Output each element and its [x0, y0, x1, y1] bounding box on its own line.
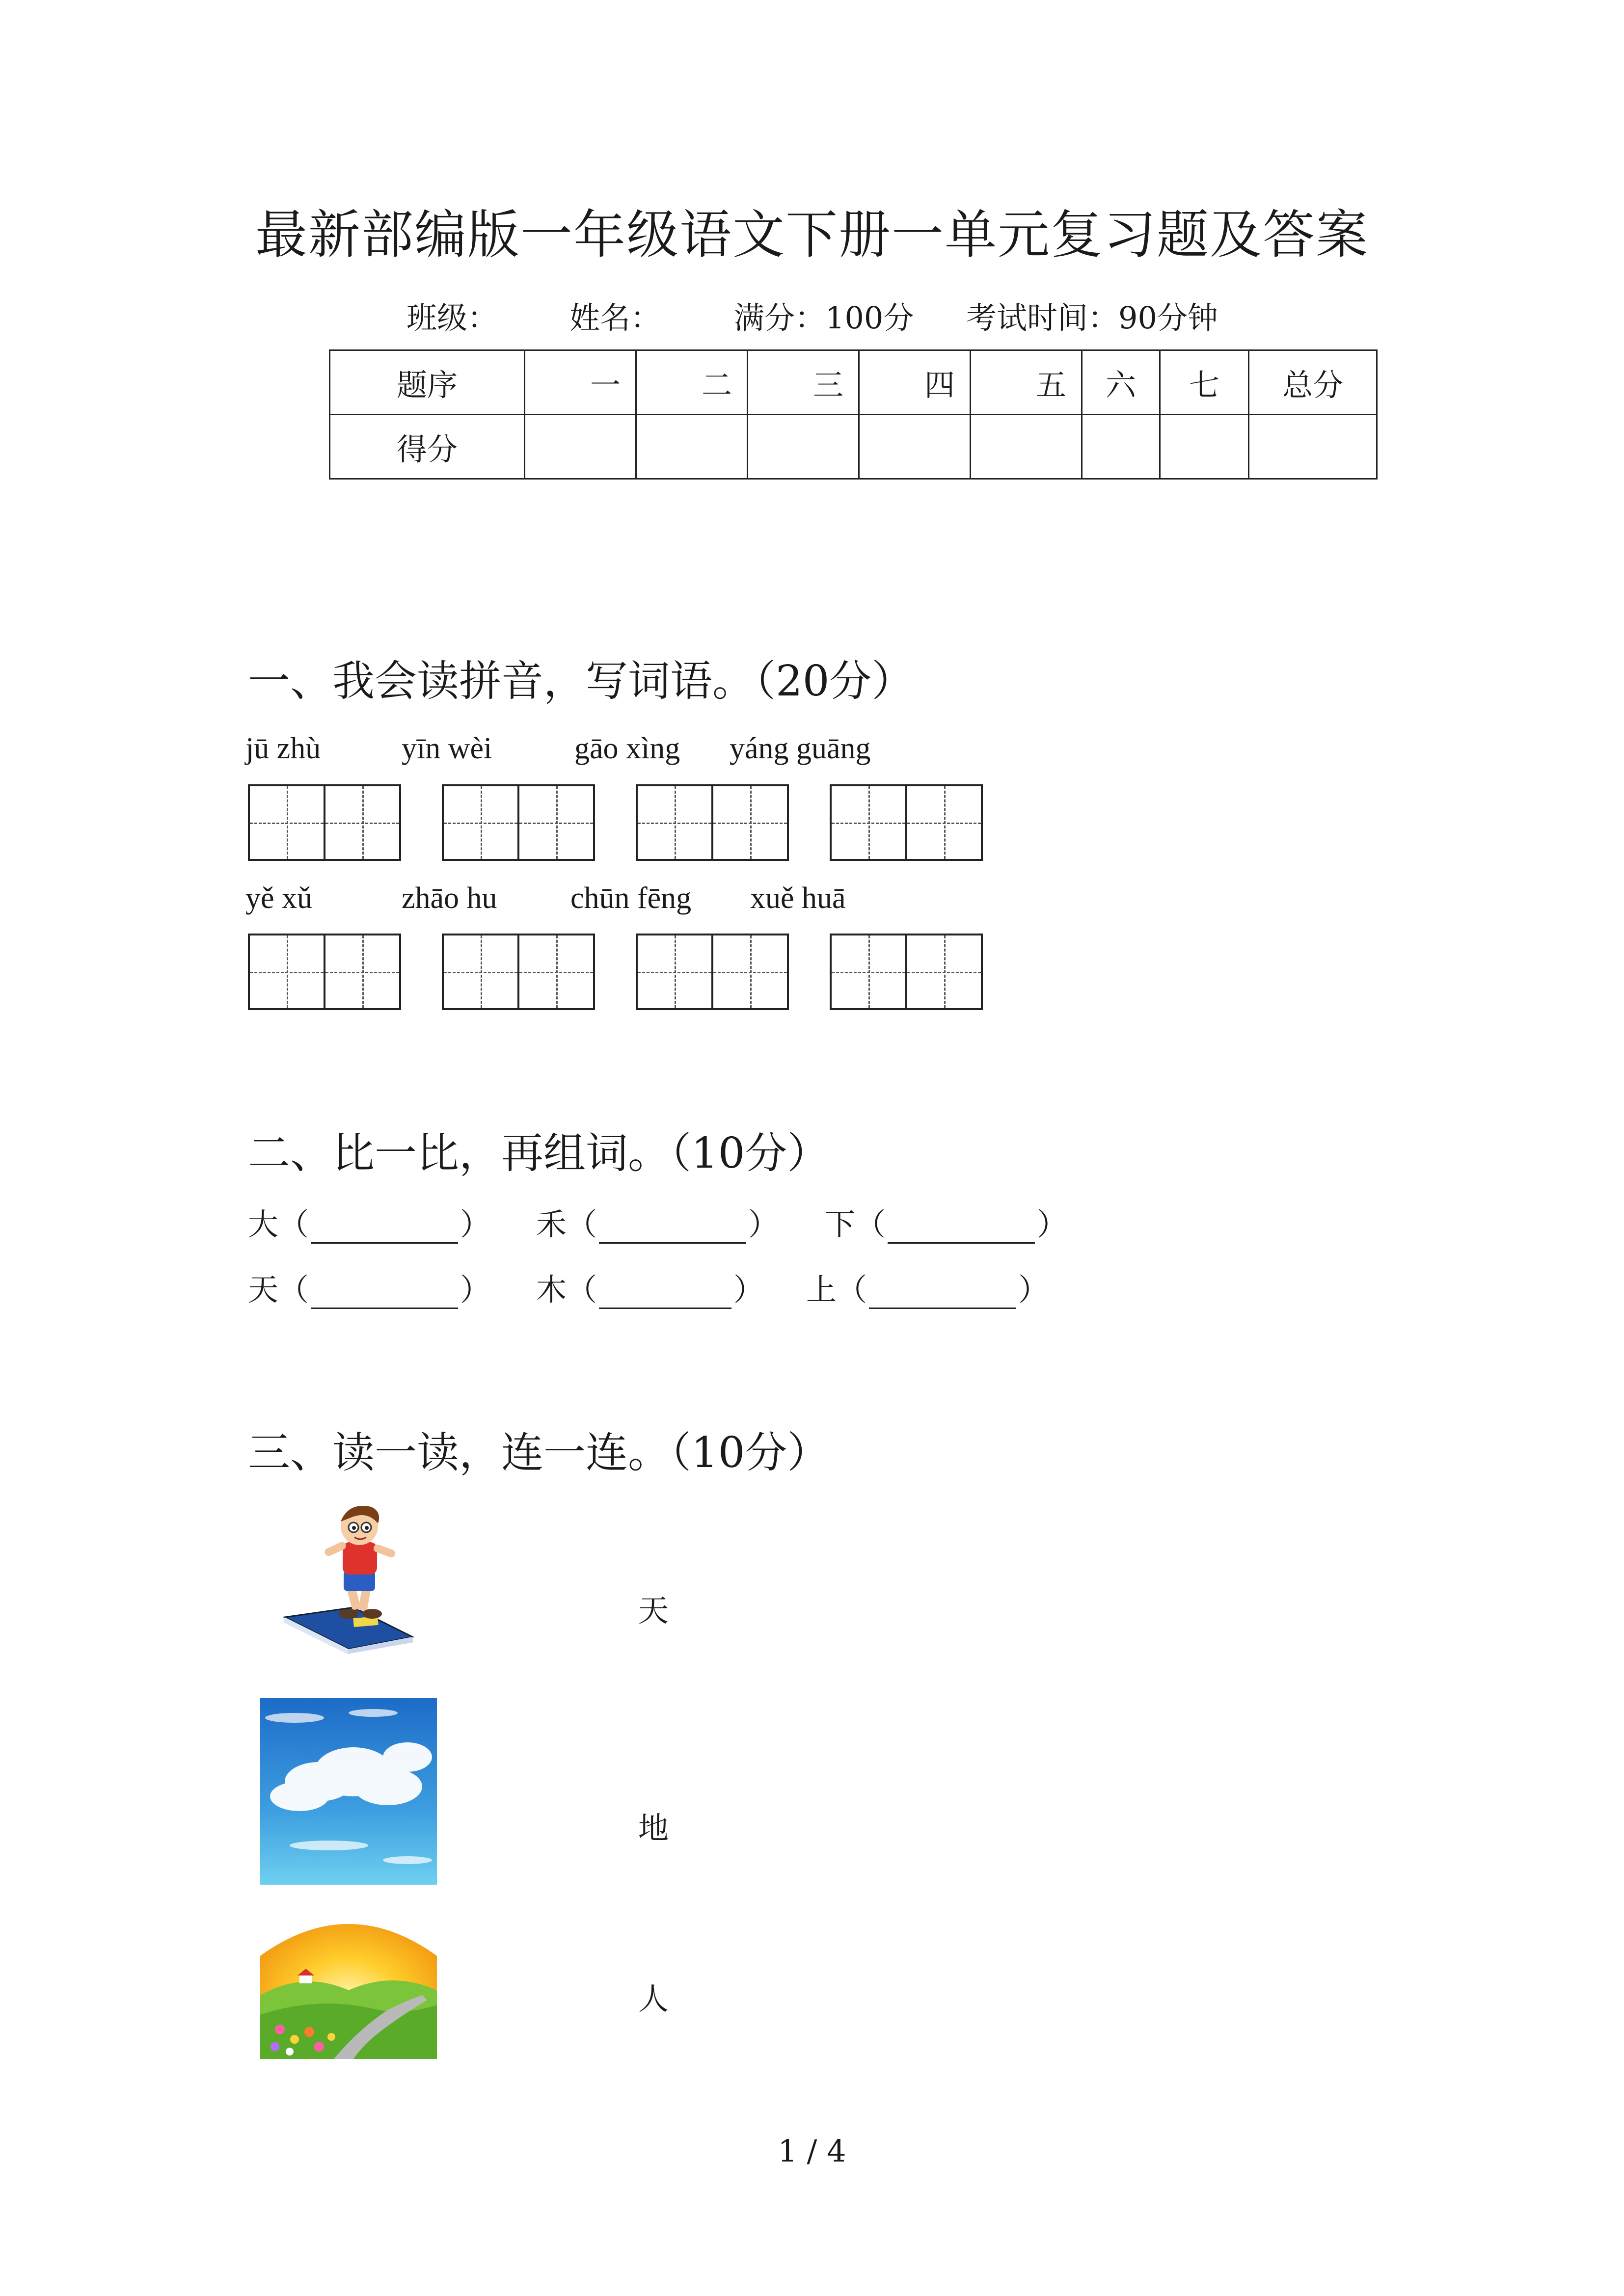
pinyin-label: gāo xìng	[574, 732, 680, 765]
full-score: 满分：100分	[734, 300, 914, 336]
score-row	[330, 415, 1377, 479]
writing-cell[interactable]	[905, 786, 981, 859]
header-cell: 总分	[1249, 350, 1377, 415]
header-cell: 七	[1160, 350, 1249, 415]
answer-blank[interactable]	[599, 1213, 746, 1244]
writing-cell[interactable]	[711, 786, 787, 859]
writing-grid[interactable]	[636, 784, 789, 861]
section2-heading: 二、比一比，再组词。（10分）	[248, 1129, 830, 1178]
writing-cell[interactable]	[638, 786, 711, 859]
compare-item	[825, 1200, 1067, 1244]
answer-blank[interactable]	[311, 1213, 458, 1244]
boy-reading-book-image[interactable]	[275, 1502, 427, 1654]
writing-cell[interactable]	[905, 935, 981, 1008]
writing-cell[interactable]	[324, 935, 399, 1008]
writing-grid[interactable]	[830, 784, 983, 861]
writing-cell[interactable]	[711, 935, 787, 1008]
writing-cell[interactable]	[444, 786, 517, 859]
compare-char: 天（	[248, 1272, 309, 1308]
writing-grid[interactable]	[442, 784, 595, 861]
score-cell[interactable]	[1249, 415, 1377, 479]
pinyin-label: jū zhù	[245, 732, 321, 765]
writing-cell[interactable]	[250, 786, 324, 859]
name-label: 姓名：	[569, 300, 661, 336]
compare-char: 禾（	[536, 1206, 597, 1242]
writing-grid[interactable]	[830, 934, 983, 1010]
compare-item	[248, 1265, 490, 1309]
paren-close: ）	[460, 1272, 491, 1308]
compare-char: 下（	[825, 1206, 886, 1242]
score-cell[interactable]	[1082, 415, 1160, 479]
compare-char: 上（	[806, 1272, 867, 1308]
section1-heading: 一、我会读拼音，写词语。（20分）	[248, 657, 914, 706]
header-cell: 二	[636, 350, 748, 415]
header-cell: 一	[525, 350, 636, 415]
match-char-tian[interactable]: 天	[638, 1593, 669, 1629]
pinyin-label: yáng guāng	[730, 732, 871, 765]
score-cell[interactable]	[1160, 415, 1249, 479]
writing-cell[interactable]	[444, 935, 517, 1008]
writing-cell[interactable]	[250, 935, 324, 1008]
writing-cell[interactable]	[517, 786, 593, 859]
paren-close: ）	[1037, 1206, 1068, 1242]
meadow-sunrise-image[interactable]	[260, 1912, 437, 2059]
score-cell[interactable]	[748, 415, 859, 479]
pinyin-label: yě xǔ	[245, 881, 313, 915]
answer-blank[interactable]	[311, 1278, 458, 1309]
writing-grid[interactable]	[248, 934, 401, 1010]
score-header-row	[330, 350, 1377, 415]
writing-cell[interactable]	[517, 935, 593, 1008]
answer-blank[interactable]	[888, 1213, 1035, 1244]
exam-time: 考试时间：90分钟	[966, 300, 1218, 336]
pinyin-label: xuě huā	[750, 881, 846, 915]
match-char-ren[interactable]: 人	[638, 1981, 669, 2017]
class-label: 班级：	[406, 300, 498, 336]
header-cell: 五	[971, 350, 1082, 415]
score-row-label: 得分	[330, 415, 525, 479]
paren-close: ）	[460, 1206, 491, 1242]
compare-item	[806, 1265, 1049, 1309]
writing-cell[interactable]	[638, 935, 711, 1008]
paren-close: ）	[733, 1272, 764, 1308]
header-cell: 三	[748, 350, 859, 415]
exam-meta	[0, 294, 1624, 338]
compare-item	[536, 1200, 779, 1244]
compare-item	[248, 1200, 490, 1244]
pinyin-label: yīn wèi	[402, 732, 492, 765]
header-cell: 题序	[330, 350, 525, 415]
writing-cell[interactable]	[832, 935, 905, 1008]
compare-item	[536, 1265, 764, 1309]
score-cell[interactable]	[859, 415, 971, 479]
sky-clouds-image[interactable]	[260, 1698, 437, 1885]
pinyin-label: zhāo hu	[402, 881, 497, 915]
paren-close: ）	[1018, 1272, 1049, 1308]
compare-char: 木（	[536, 1272, 597, 1308]
writing-grid[interactable]	[248, 784, 401, 861]
pinyin-label: chūn fēng	[570, 881, 692, 915]
page-number: 1 / 4	[778, 2133, 846, 2169]
writing-cell[interactable]	[324, 786, 399, 859]
page-title: 最新部编版一年级语文下册一单元复习题及答案	[255, 205, 1369, 265]
score-cell[interactable]	[971, 415, 1082, 479]
header-cell: 四	[859, 350, 971, 415]
compare-char: 大（	[248, 1206, 309, 1242]
header-cell: 六	[1082, 350, 1160, 415]
match-char-di[interactable]: 地	[638, 1810, 669, 1846]
score-table	[329, 349, 1378, 480]
section3-heading: 三、读一读，连一连。（10分）	[248, 1428, 830, 1477]
score-cell[interactable]	[525, 415, 636, 479]
writing-cell[interactable]	[832, 786, 905, 859]
answer-blank[interactable]	[599, 1278, 731, 1309]
answer-blank[interactable]	[869, 1278, 1016, 1309]
score-cell[interactable]	[636, 415, 748, 479]
paren-close: ）	[748, 1206, 779, 1242]
writing-grid[interactable]	[442, 934, 595, 1010]
writing-grid[interactable]	[636, 934, 789, 1010]
